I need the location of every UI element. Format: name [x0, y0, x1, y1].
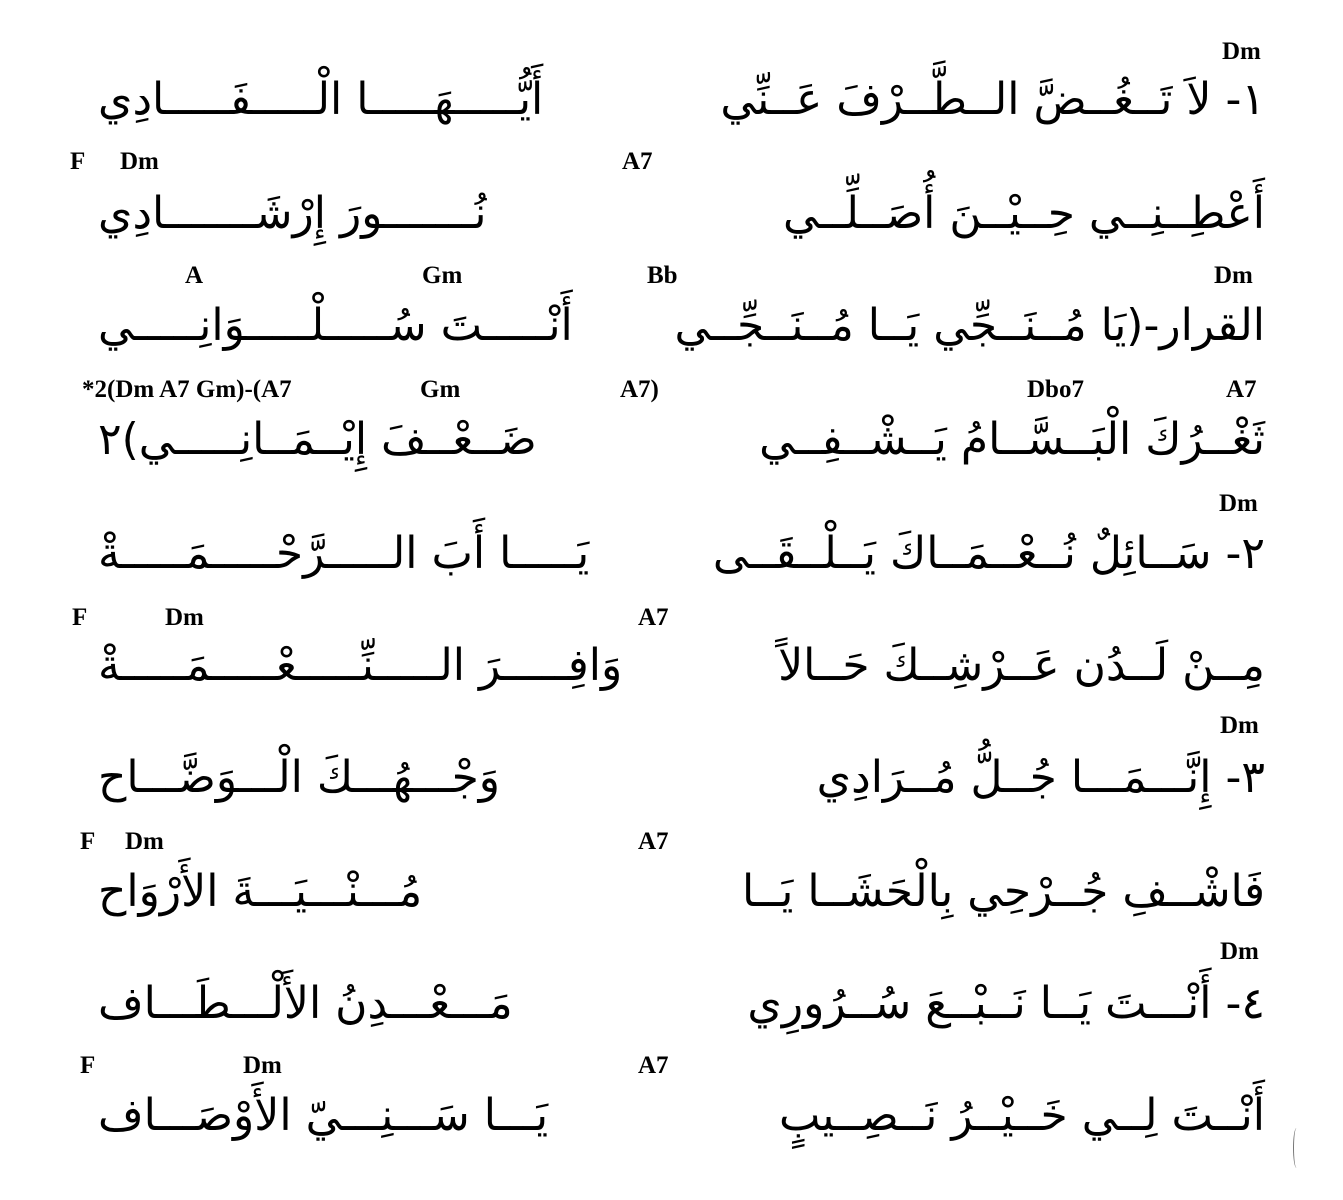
lyric-left-line: أَيُّـــــهَـــــا الْـــــفَـــــادِي	[98, 74, 544, 125]
chord-label: Gm	[422, 262, 463, 289]
lyric-left-line: يَـــــا أَبَ الـــــرَّحْـــــمَـــــةْ	[98, 528, 590, 579]
chord-label: A7)	[620, 376, 659, 403]
chord-label: Dm	[1222, 38, 1261, 65]
chord-label: F	[80, 828, 96, 855]
chord-label: Dm	[125, 828, 164, 855]
chord-label: Dm	[1220, 712, 1259, 739]
chord-label: Dbo7	[1027, 376, 1084, 403]
lyric-right-line: ثَغْــرُكَ الْبَــسَّــامُ يَــشْــفِــي	[759, 414, 1265, 465]
lyric-left-line: يَـــا سَـــنِـــيّ الأَوْصَـــاف	[98, 1090, 549, 1141]
chord-label: Gm	[420, 376, 461, 403]
chord-label: F	[70, 148, 86, 175]
chord-label: Dm	[1214, 262, 1253, 289]
lyric-right-line: ٢- سَــائِلٌ نُــعْــمَــاكَ يَــلْــقَــى	[712, 528, 1265, 579]
chord-label: Dm	[243, 1052, 282, 1079]
chord-label: A	[185, 262, 204, 289]
lyric-right-line: القرار-(يَا مُــنَــجِّي يَــا مُــنَــجِّــي	[674, 300, 1265, 351]
chord-label: Dm	[165, 604, 204, 631]
lyric-left-line: مُـــنْـــيَـــةَ الأَرْوَاح	[98, 866, 423, 917]
lyric-right-line: ٤- أَنْـــتَ يَــا نَــبْــعَ سُــرُورِي	[747, 978, 1265, 1029]
lyric-right-line: أَعْطِــنِــي حِــيْــنَ أُصَــلِّــي	[783, 188, 1265, 239]
chord-label: Dm	[1219, 490, 1258, 517]
chord-label: F	[72, 604, 88, 631]
lyric-left-line: أَنْـــــتَ سُـــــلْـــــوَانِـــــي	[98, 300, 573, 351]
chord-label: Bb	[647, 262, 678, 289]
lyric-left-line: مَـــعْـــدِنُ الأَلْـــطَـــاف	[98, 978, 513, 1029]
chord-label: A7	[638, 828, 669, 855]
lyric-left-line: وَافِـــــرَ الـــــنِّـــــعْـــــمَـــــةْ	[98, 640, 623, 691]
lyric-right-line: أَنْــتَ لِــي خَــيْــرُ نَــصِــيبٍ	[778, 1090, 1265, 1141]
lyric-right-line: فَاشْــفِ جُــرْحِي بِالْحَشَــا يَــا	[741, 866, 1265, 917]
stray-pen-mark	[1293, 1128, 1300, 1168]
lyric-right-line: ٣- إِنَّـــمَـــا جُــلُّ مُــرَادِي	[816, 752, 1265, 803]
lyric-left-line: وَجْـــهُـــكَ الْـــوَضَّـــاح	[98, 752, 501, 803]
lyric-right-line: ١- لاَ تَــغُــضَّ الــطَّــرْفَ عَــنِّي	[720, 74, 1265, 125]
chord-label: *2(Dm A7 Gm)-(A7	[82, 376, 292, 403]
lyric-left-line: نُـــــــورَ إِرْشَـــــــادِي	[98, 188, 487, 239]
chord-label: Dm	[120, 148, 159, 175]
chord-label: A7	[638, 1052, 669, 1079]
lyric-left-line: ضَــعْــفَ إِيْــمَــانِـــــي)٢	[98, 414, 537, 465]
chord-label: A7	[622, 148, 653, 175]
chord-label: Dm	[1220, 938, 1259, 965]
lyric-right-line: مِــنْ لَــدُن عَــرْشِــكَ حَــالاً	[778, 640, 1265, 691]
chord-label: A7	[1226, 376, 1257, 403]
chord-label: A7	[638, 604, 669, 631]
chord-label: F	[80, 1052, 96, 1079]
